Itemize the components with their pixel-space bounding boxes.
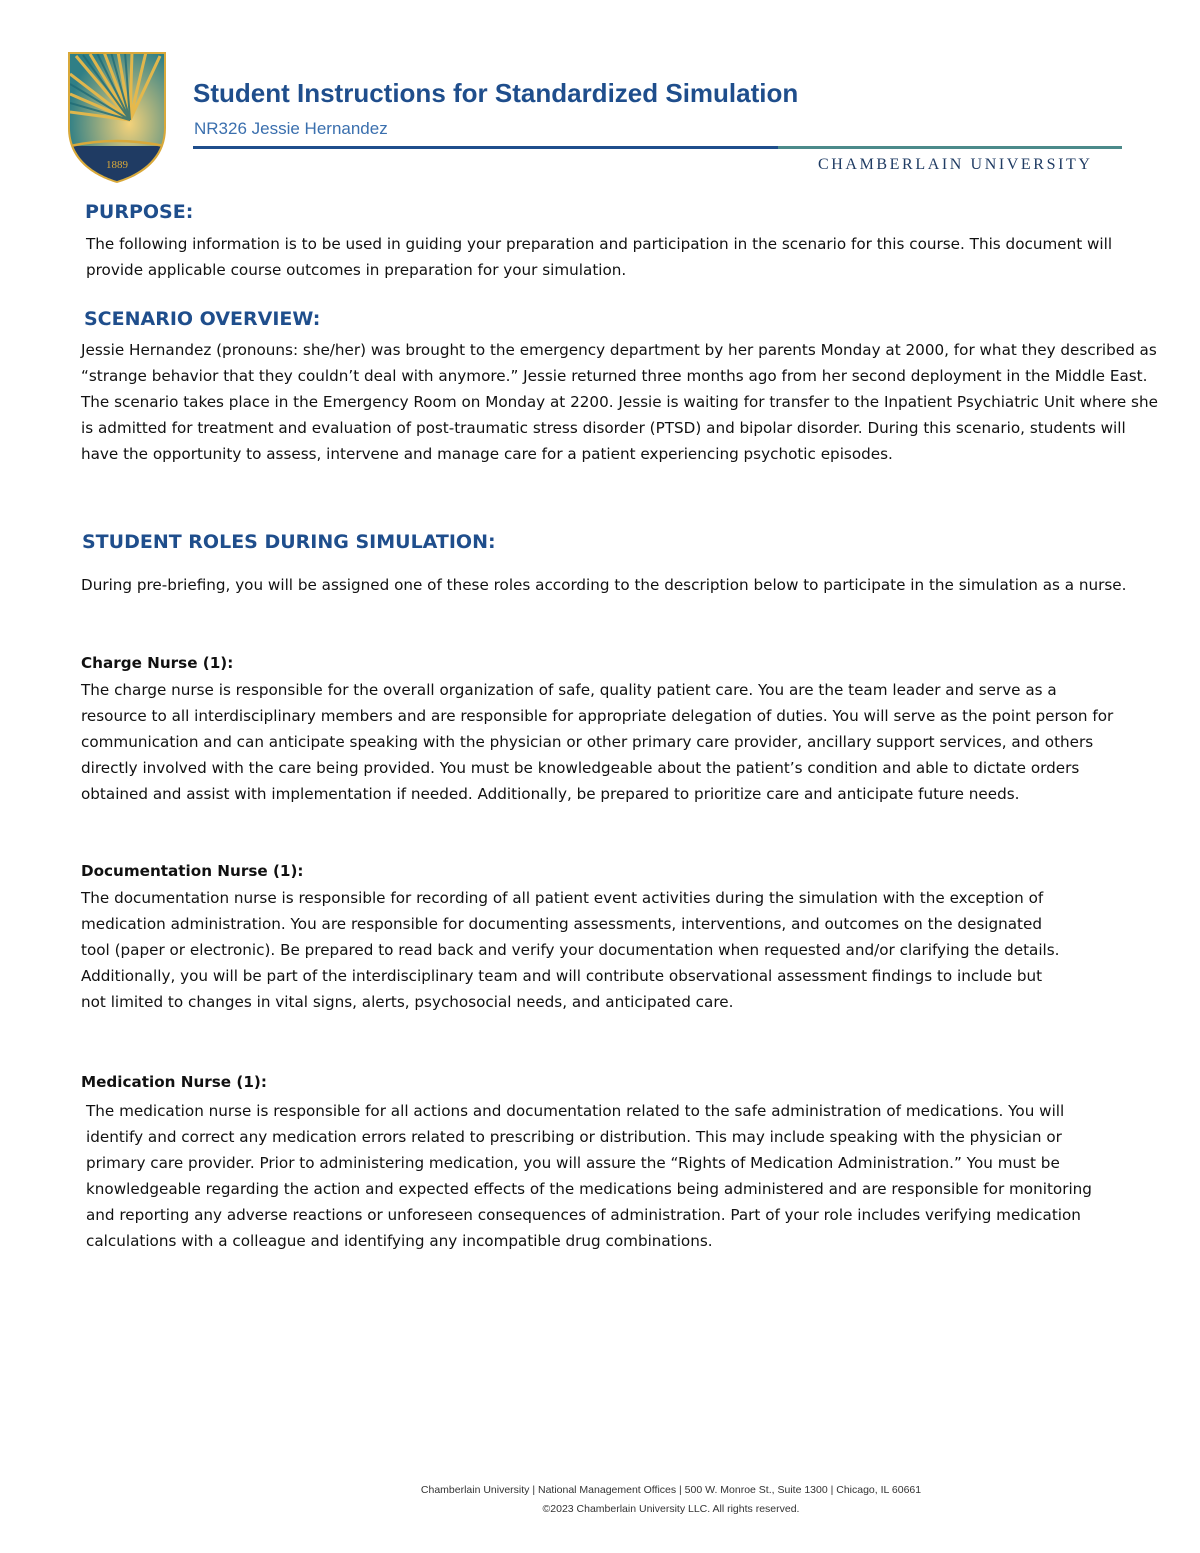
document-title: Student Instructions for Standardized Simulation	[193, 78, 799, 108]
documentation-nurse-text: The documentation nurse is responsible for recording of all patient event activities during the simulation with the exception of medication administration. You are responsible for documenting assessments, interventions, and outcomes on the designated tool (paper or electronic). Be prepared to read back and verify your documentation when requested and/or clarifying the details. Additionally, you will be part of the interdisciplinary team and will contribute observational assessment findings to include but not limited to changes in vital signs, alerts, psychosocial needs, and anticipated care.	[81, 889, 1060, 1011]
charge-nurse-title: Charge Nurse (1):	[81, 654, 234, 672]
purpose-text: The following information is to be used in guiding your preparation and participation in the scenario for this course. This document will provide applicable course outcomes in preparation for your simulation.	[86, 235, 1113, 279]
scenario-heading: SCENARIO OVERVIEW:	[84, 308, 321, 330]
header-rule-blue	[193, 146, 778, 149]
medication-nurse-text: The medication nurse is responsible for all actions and documentation related to the safe administration of medications. You will identify and correct any medication errors related to prescribing or distribution. This may include speaking with the physician or primary care provider. Prior to administering medication, you will assure the “Rights of Medication Administration.” You must be knowledgeable regarding the action and expected effects of the medications being administered and are responsible for monitoring and reporting any adverse reactions or unforeseen consequences of administration. Part of your role includes verifying medication calculations with a colleague and identifying any incompatible drug combinations.	[86, 1102, 1092, 1250]
university-wordmark: CHAMBERLAIN UNIVERSITY	[818, 156, 1093, 173]
logo-year: 1889	[106, 159, 128, 171]
header-rule-teal	[778, 146, 1122, 149]
roles-heading: STUDENT ROLES DURING SIMULATION:	[82, 531, 496, 553]
purpose-heading: PURPOSE:	[85, 201, 194, 223]
chamberlain-shield-logo	[66, 50, 168, 184]
charge-nurse-text: The charge nurse is responsible for the overall organization of safe, quality patient care. You are the team leader and serve as a resource to all interdisciplinary members and are responsible for appropriate delegation of duties. You will serve as the point person for communication and can anticipate speaking with the physician or other primary care provider, ancillary support services, and others directly involved with the care being provided. You must be knowledgeable about the patient’s condition and able to dictate orders obtained and assist with implementation if needed. Additionally, be prepared to prioritize care and anticipate future needs.	[81, 681, 1114, 803]
scenario-text: Jessie Hernandez (pronouns: she/her) was brought to the emergency department by her parents Monday at 2000, for what they described as “strange behavior that they couldn’t deal with anymore.” Jessie returned three months ago from her second deployment in the Middle East. The scenario takes place in the Emergency Room on Monday at 2200. Jessie is waiting for transfer to the Inpatient Psychiatric Unit where she is admitted for treatment and evaluation of post-traumatic stress disorder (PTSD) and bipolar disorder. During this scenario, students will have the opportunity to assess, intervene and manage care for a patient experiencing psychotic episodes.	[81, 341, 1158, 463]
footer-copyright: ©2023 Chamberlain University LLC. All rights reserved.	[542, 1503, 800, 1515]
roles-intro-text: During pre-briefing, you will be assigned one of these roles according to the description below to participate in the simulation as a nurse.	[81, 576, 1127, 594]
documentation-nurse-title: Documentation Nurse (1):	[81, 862, 304, 880]
document-subtitle: NR326 Jessie Hernandez	[194, 119, 388, 138]
medication-nurse-title: Medication Nurse (1):	[81, 1073, 267, 1091]
footer-address: Chamberlain University | National Management Offices | 500 W. Monroe St., Suite 1300 | Chicago, IL 60661	[420, 1484, 922, 1496]
